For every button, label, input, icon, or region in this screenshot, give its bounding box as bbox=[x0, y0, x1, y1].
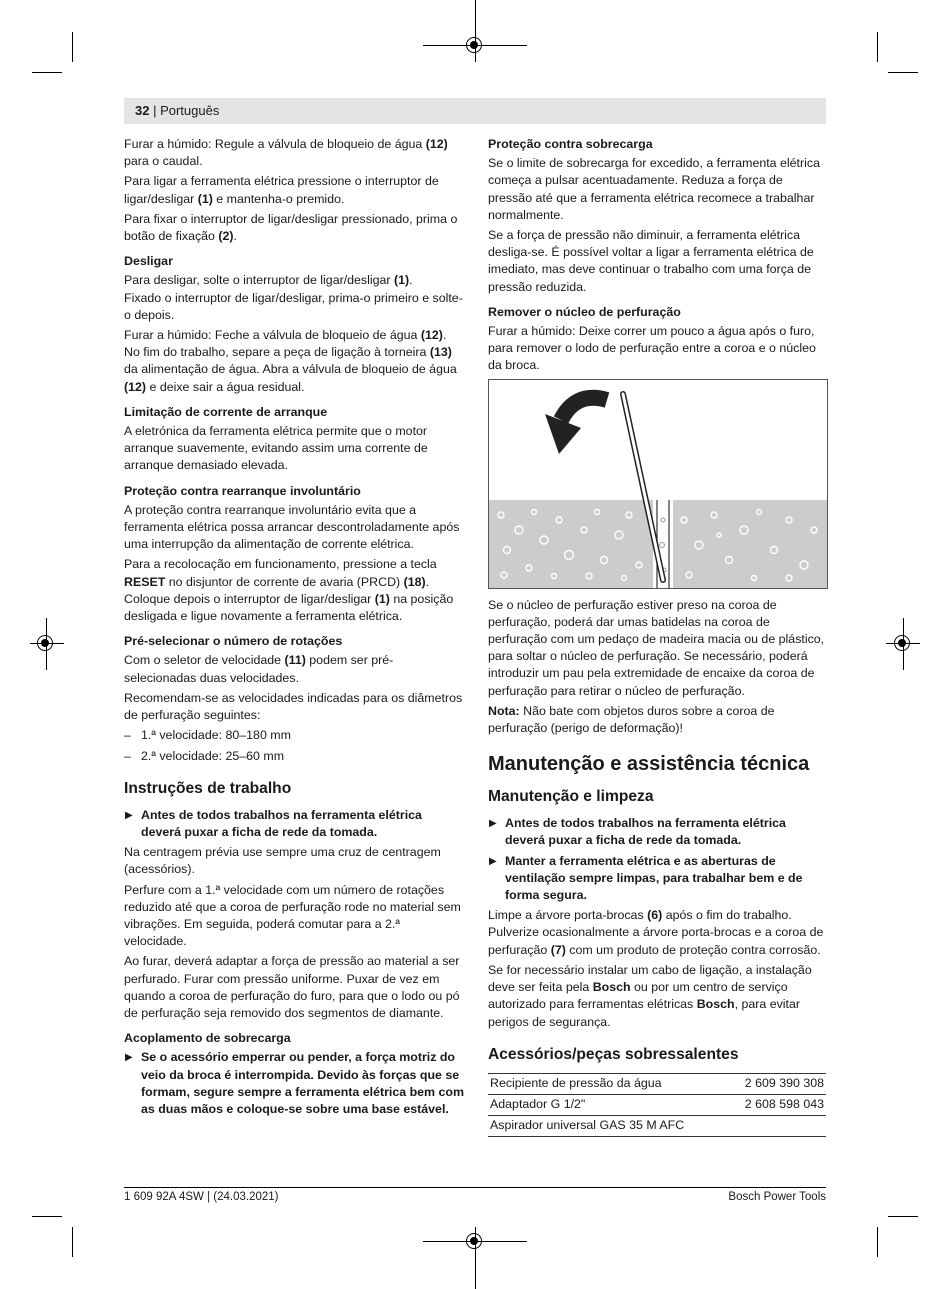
dash-icon: – bbox=[124, 748, 131, 763]
page-number: 32 bbox=[135, 103, 150, 118]
paragraph: Se a força de pressão não diminuir, a ferramenta elétrica desliga-se. É possível voltar a ligar a ferramenta elétrica de imediato, mas deve continuar o trabalho com uma força de pressão reduzida. bbox=[488, 228, 814, 294]
warning-bullet: ▶ Manter a ferramenta elétrica e as aberturas de ventilação sempre limpas, para trabalhar bem e de forma segura. bbox=[489, 853, 803, 903]
heading-preselecionar: Pré-selecionar o número de rotações bbox=[124, 634, 343, 649]
heading-desligar: Desligar bbox=[124, 254, 173, 269]
paragraph: Recomendam-se as velocidades indicadas para os diâmetros de perfuração seguintes: bbox=[124, 690, 463, 723]
triangle-bullet-icon: ▶ bbox=[125, 809, 133, 821]
paragraph: Para a recolocação em funcionamento, pressione a tecla RESET no disjuntor de corrente de avaria (PRCD) (18). Coloque depois o interruptor de ligar/desligar (1) na posição desligada e ligue novamente a ferramenta elétrica. bbox=[124, 557, 454, 624]
paragraph: Para fixar o interruptor de ligar/desligar pressionado, prima o botão de fixação (2). bbox=[124, 211, 458, 244]
accessory-name: Aspirador universal GAS 35 M AFC bbox=[488, 1115, 726, 1136]
heading-acoplamento: Acoplamento de sobrecarga bbox=[124, 1031, 291, 1046]
footer-brand: Bosch Power Tools bbox=[728, 1191, 826, 1203]
heading-instrucoes: Instruções de trabalho bbox=[124, 779, 292, 797]
paragraph: Furar a húmido: Deixe correr um pouco a água após o furo, para remover o lodo de perfuração entre a coroa e o núcleo da broca. bbox=[488, 324, 816, 373]
paragraph: Perfure com a 1.ª velocidade com um número de rotações reduzido até que a coroa de perfuração rode no material sem vibrações. Em seguida, poderá comutar para a 2.ª velocidade. bbox=[124, 882, 461, 949]
crop-mark bbox=[888, 72, 918, 73]
footer-doc-id: 1 609 92A 4SW | (24.03.2021) bbox=[124, 1191, 279, 1203]
paragraph: Se o núcleo de perfuração estiver preso na coroa de perfuração, poderá dar umas batidelas na coroa de perfuração com um pedaço de madeira macia ou de plástico, para soltar o núcleo de perfuração. Se necessário, poderá introduzir um pau pela extremidade de encaixe da coroa de perfuração para retirar o núcleo de perfuração. bbox=[488, 597, 825, 698]
crop-mark bbox=[877, 32, 878, 62]
paragraph: Para desligar, solte o interruptor de ligar/desligar (1). Fixado o interruptor de ligar/desligar, prima-o primeiro e solte-o depois. bbox=[124, 273, 463, 322]
registration-target-icon bbox=[37, 635, 53, 651]
dash-icon: – bbox=[124, 728, 131, 743]
crop-mark bbox=[32, 72, 62, 73]
heading-manutencao-assistencia: Manutenção e assistência técnica bbox=[488, 753, 810, 776]
accessory-name: Adaptador G 1/2" bbox=[488, 1094, 726, 1115]
warning-bullet: ▶ Antes de todos trabalhos na ferramenta elétrica deverá puxar a ficha de rede da tomada. bbox=[125, 807, 422, 839]
crop-mark bbox=[72, 1227, 73, 1257]
heading-protecao-sobrecarga: Proteção contra sobrecarga bbox=[488, 137, 653, 151]
heading-manutencao-limpeza: Manutenção e limpeza bbox=[488, 788, 654, 806]
left-column bbox=[124, 136, 464, 1121]
paragraph: A eletrónica da ferramenta elétrica permite que o motor arranque suavemente, evitando assim uma corrente de arranque demasiado elevada. bbox=[124, 424, 428, 473]
paragraph: Se o limite de sobrecarga for excedido, a ferramenta elétrica começa a pulsar acentuadamente. Reduza a força de pressão até que a ferramenta elétrica recomece a trabalhar normalmente. bbox=[488, 156, 820, 222]
curved-arrow-icon bbox=[561, 397, 607, 419]
paragraph: A proteção contra rearranque involuntário evita que a ferramenta elétrica possa arrancar descontroladamente após uma interrupção da alimentação de corrente elétrica. bbox=[124, 502, 460, 552]
triangle-bullet-icon: ▶ bbox=[489, 818, 497, 830]
page-header-bar bbox=[124, 98, 826, 124]
paragraph: Furar a húmido: Regule a válvula de bloqueio de água (12) para o caudal. bbox=[124, 137, 448, 169]
accessory-name: Recipiente de pressão da água bbox=[488, 1073, 726, 1094]
accessory-number: 2 608 598 043 bbox=[726, 1094, 826, 1115]
paragraph: Ao furar, deverá adaptar a força de pressão ao material a ser perfurado. Furar com pressão uniforme. Puxar de vez em quando a coroa de perfuração do furo, para que o lodo ou pó de perfuração seja removido dos segmentos de diamante. bbox=[124, 954, 460, 1020]
paragraph: Se for necessário instalar um cabo de ligação, a instalação deve ser feita pela Bosch ou por um centro de serviço autorizado para ferramentas elétricas Bosch, para evitar perigos de segurança. bbox=[488, 962, 812, 1029]
paragraph: Limpe a árvore porta-brocas (6) após o fim do trabalho. Pulverize ocasionalmente a árvore porta-brocas e a coroa de perfuração (7) com um produto de proteção contra corrosão. bbox=[488, 908, 824, 957]
footer-rule bbox=[124, 1187, 826, 1188]
paragraph: Com o seletor de velocidade (11) podem ser pré-selecionadas duas velocidades. bbox=[124, 653, 394, 685]
list-item: – 1.ª velocidade: 80–180 mm bbox=[124, 727, 464, 744]
accessory-number bbox=[726, 1115, 826, 1136]
crop-mark bbox=[32, 1216, 62, 1217]
table-row bbox=[488, 1073, 826, 1094]
heading-limitacao: Limitação de corrente de arranque bbox=[124, 404, 328, 419]
list-item: – 2.ª velocidade: 25–60 mm bbox=[124, 748, 464, 765]
warning-bullet: ▶ Antes de todos trabalhos na ferramenta elétrica deverá puxar a ficha de rede da tomada. bbox=[489, 816, 786, 848]
paragraph: Furar a húmido: Feche a válvula de bloqueio de água (12). No fim do trabalho, separe a peça de ligação à torneira (13) da alimentação de água. Abra a válvula de bloqueio de água (12) e deixe sair a água residual. bbox=[124, 328, 457, 394]
page-header: 32 | Português bbox=[135, 103, 220, 118]
paragraph: Na centragem prévia use sempre uma cruz de centragem (acessórios). bbox=[124, 845, 441, 877]
accessories-table bbox=[488, 1073, 826, 1137]
page-language: Português bbox=[160, 103, 220, 118]
heading-protecao-rearranque: Proteção contra rearranque involuntário bbox=[124, 483, 361, 498]
warning-bullet: ▶ Se o acessório emperrar ou pender, a força motriz do veio da broca é interrompida. Devido às forças que se formam, segure sempre a ferramenta elétrica bem com as duas mãos e coloque-se sobre uma base estável. bbox=[125, 1050, 464, 1116]
heading-remover: Remover o núcleo de perfuração bbox=[488, 304, 681, 319]
crop-mark bbox=[72, 32, 73, 62]
triangle-bullet-icon: ▶ bbox=[489, 855, 497, 867]
triangle-bullet-icon: ▶ bbox=[125, 1052, 133, 1064]
accessory-number: 2 609 390 308 bbox=[726, 1073, 826, 1094]
table-row bbox=[488, 1115, 826, 1136]
crop-mark bbox=[888, 1216, 918, 1217]
crop-mark bbox=[877, 1227, 878, 1257]
registration-target-icon bbox=[466, 37, 482, 53]
registration-target-icon bbox=[466, 1233, 482, 1249]
table-row bbox=[488, 1094, 826, 1115]
right-column bbox=[488, 136, 828, 1137]
heading-acessorios: Acessórios/peças sobressalentes bbox=[488, 1045, 739, 1063]
core-removal-illustration bbox=[488, 379, 828, 589]
registration-target-icon bbox=[894, 635, 910, 651]
note-paragraph: Nota: Não bate com objetos duros sobre a coroa de perfuração (perigo de deformação)! bbox=[488, 703, 775, 736]
paragraph: Para ligar a ferramenta elétrica pressione o interruptor de ligar/desligar (1) e mantenha-o premido. bbox=[124, 174, 439, 206]
